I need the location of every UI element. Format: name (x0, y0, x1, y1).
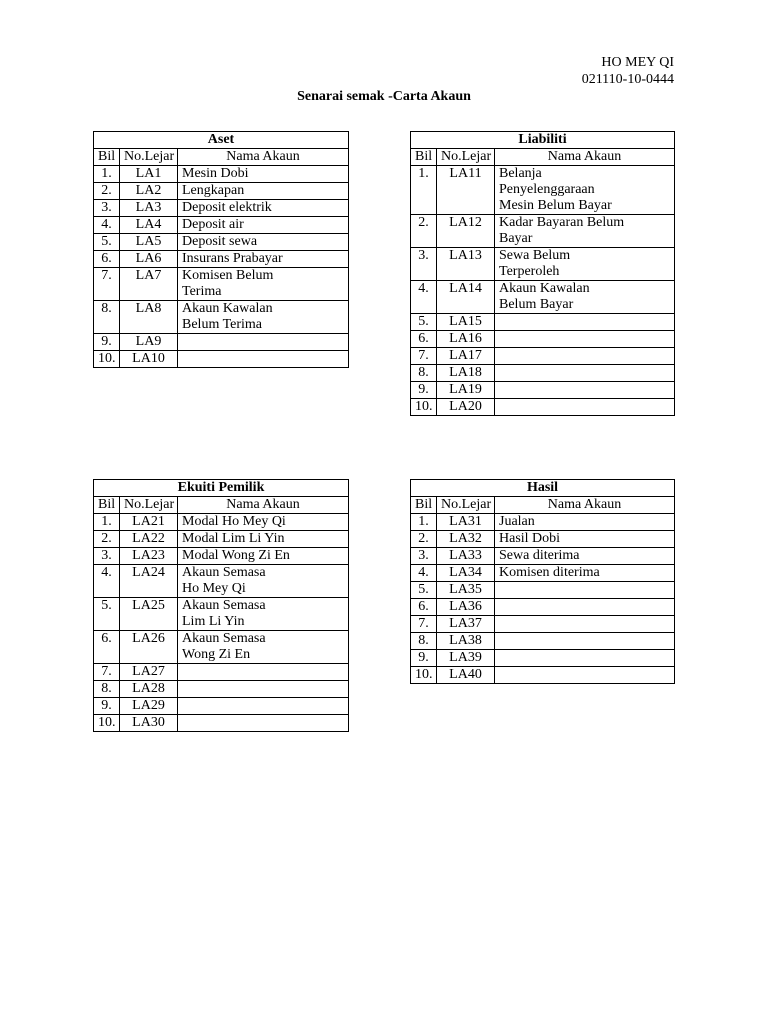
cell-nama-akaun: Jualan (495, 514, 675, 531)
cell-nama-akaun (495, 667, 675, 684)
cell-bil: 9. (411, 650, 437, 667)
cell-nama-akaun (495, 616, 675, 633)
table-caption: Hasil (411, 480, 675, 497)
cell-bil: 8. (411, 365, 437, 382)
cell-nama-akaun: Hasil Dobi (495, 531, 675, 548)
cell-nama-akaun: Deposit air (178, 217, 349, 234)
cell-nama-akaun: Akaun Semasa Lim Li Yin (178, 598, 349, 631)
column-header-nama-akaun: Nama Akaun (178, 497, 349, 514)
table-ekuiti-pemilik (93, 479, 349, 732)
cell-nama-akaun: Akaun Semasa Ho Mey Qi (178, 565, 349, 598)
column-header-nama-akaun: Nama Akaun (495, 149, 675, 166)
cell-bil: 4. (94, 217, 120, 234)
cell-no-lejar: LA37 (437, 616, 495, 633)
column-header-bil: Bil (411, 149, 437, 166)
cell-bil: 7. (411, 616, 437, 633)
cell-no-lejar: LA39 (437, 650, 495, 667)
cell-bil: 9. (411, 382, 437, 399)
cell-no-lejar: LA7 (120, 268, 178, 301)
table-row (411, 565, 675, 582)
table-row (94, 548, 349, 565)
cell-nama-akaun: Komisen Belum Terima (178, 268, 349, 301)
cell-nama-akaun: Komisen diterima (495, 565, 675, 582)
cell-no-lejar: LA32 (437, 531, 495, 548)
table-row (411, 382, 675, 399)
table-row (94, 301, 349, 334)
table-caption: Liabiliti (411, 132, 675, 149)
cell-nama-akaun: Akaun Kawalan Belum Bayar (495, 281, 675, 314)
cell-no-lejar: LA26 (120, 631, 178, 664)
cell-nama-akaun: Insurans Prabayar (178, 251, 349, 268)
table-row (411, 331, 675, 348)
cell-nama-akaun: Akaun Semasa Wong Zi En (178, 631, 349, 664)
table-row (94, 715, 349, 732)
cell-no-lejar: LA12 (437, 215, 495, 248)
cell-bil: 2. (94, 531, 120, 548)
cell-bil: 2. (411, 215, 437, 248)
cell-bil: 7. (411, 348, 437, 365)
cell-no-lejar: LA30 (120, 715, 178, 732)
column-header-no-lejar: No.Lejar (120, 149, 178, 166)
table-aset (93, 131, 349, 368)
table-row (94, 514, 349, 531)
cell-nama-akaun: Belanja Penyelenggaraan Mesin Belum Bayar (495, 166, 675, 215)
cell-nama-akaun (495, 633, 675, 650)
cell-no-lejar: LA19 (437, 382, 495, 399)
table-row (94, 166, 349, 183)
cell-nama-akaun: Deposit elektrik (178, 200, 349, 217)
table-row (94, 217, 349, 234)
cell-no-lejar: LA8 (120, 301, 178, 334)
cell-bil: 6. (411, 599, 437, 616)
cell-nama-akaun (495, 399, 675, 416)
cell-bil: 3. (411, 248, 437, 281)
cell-no-lejar: LA5 (120, 234, 178, 251)
cell-bil: 2. (94, 183, 120, 200)
cell-nama-akaun (178, 681, 349, 698)
cell-no-lejar: LA22 (120, 531, 178, 548)
cell-bil: 1. (94, 514, 120, 531)
cell-nama-akaun (495, 599, 675, 616)
cell-nama-akaun (178, 698, 349, 715)
cell-nama-akaun: Modal Ho Mey Qi (178, 514, 349, 531)
cell-no-lejar: LA25 (120, 598, 178, 631)
table-row (411, 215, 675, 248)
cell-no-lejar: LA21 (120, 514, 178, 531)
cell-bil: 10. (411, 667, 437, 684)
cell-no-lejar: LA33 (437, 548, 495, 565)
cell-bil: 10. (411, 399, 437, 416)
cell-bil: 3. (411, 548, 437, 565)
cell-nama-akaun (178, 664, 349, 681)
cell-no-lejar: LA4 (120, 217, 178, 234)
table-caption: Ekuiti Pemilik (94, 480, 349, 497)
cell-bil: 10. (94, 715, 120, 732)
cell-no-lejar: LA31 (437, 514, 495, 531)
cell-nama-akaun: Kadar Bayaran Belum Bayar (495, 215, 675, 248)
student-id: 021110-10-0444 (581, 72, 674, 87)
cell-no-lejar: LA15 (437, 314, 495, 331)
column-header-bil: Bil (411, 497, 437, 514)
table-row (94, 183, 349, 200)
cell-bil: 7. (94, 268, 120, 301)
document-header (582, 54, 674, 88)
cell-no-lejar: LA29 (120, 698, 178, 715)
column-header-nama-akaun: Nama Akaun (178, 149, 349, 166)
cell-nama-akaun (495, 331, 675, 348)
cell-bil: 6. (411, 331, 437, 348)
cell-bil: 5. (411, 582, 437, 599)
table-row (411, 667, 675, 684)
cell-no-lejar: LA3 (120, 200, 178, 217)
cell-nama-akaun: Deposit sewa (178, 234, 349, 251)
table-row (94, 251, 349, 268)
column-header-bil: Bil (94, 497, 120, 514)
column-header-no-lejar: No.Lejar (120, 497, 178, 514)
cell-bil: 9. (94, 334, 120, 351)
cell-no-lejar: LA13 (437, 248, 495, 281)
table-row (94, 631, 349, 664)
cell-bil: 9. (94, 698, 120, 715)
cell-bil: 1. (411, 166, 437, 215)
cell-nama-akaun: Sewa Belum Terperoleh (495, 248, 675, 281)
cell-nama-akaun: Akaun Kawalan Belum Terima (178, 301, 349, 334)
cell-no-lejar: LA2 (120, 183, 178, 200)
cell-bil: 10. (94, 351, 120, 368)
cell-bil: 5. (94, 234, 120, 251)
cell-nama-akaun (178, 334, 349, 351)
cell-bil: 2. (411, 531, 437, 548)
table-caption: Aset (94, 132, 349, 149)
table-row (411, 399, 675, 416)
cell-no-lejar: LA28 (120, 681, 178, 698)
cell-nama-akaun: Modal Wong Zi En (178, 548, 349, 565)
table-row (411, 314, 675, 331)
cell-no-lejar: LA34 (437, 565, 495, 582)
cell-nama-akaun (495, 348, 675, 365)
cell-bil: 6. (94, 631, 120, 664)
cell-no-lejar: LA9 (120, 334, 178, 351)
table-hasil (410, 479, 675, 684)
cell-bil: 1. (94, 166, 120, 183)
cell-nama-akaun (495, 650, 675, 667)
cell-no-lejar: LA6 (120, 251, 178, 268)
cell-nama-akaun (495, 582, 675, 599)
table-row (411, 348, 675, 365)
column-header-nama-akaun: Nama Akaun (495, 497, 675, 514)
cell-bil: 4. (411, 565, 437, 582)
cell-bil: 1. (411, 514, 437, 531)
table-row (94, 351, 349, 368)
table-row (94, 598, 349, 631)
cell-bil: 7. (94, 664, 120, 681)
table-row (94, 268, 349, 301)
cell-bil: 6. (94, 251, 120, 268)
cell-nama-akaun (495, 382, 675, 399)
table-row (94, 234, 349, 251)
cell-nama-akaun (178, 715, 349, 732)
cell-no-lejar: LA38 (437, 633, 495, 650)
table-row (411, 281, 675, 314)
cell-bil: 4. (411, 281, 437, 314)
table-row (94, 698, 349, 715)
cell-no-lejar: LA23 (120, 548, 178, 565)
table-row (411, 633, 675, 650)
table-row (94, 200, 349, 217)
column-header-no-lejar: No.Lejar (437, 497, 495, 514)
column-header-bil: Bil (94, 149, 120, 166)
cell-bil: 8. (94, 681, 120, 698)
table-row (411, 514, 675, 531)
cell-bil: 5. (94, 598, 120, 631)
cell-no-lejar: LA11 (437, 166, 495, 215)
cell-bil: 8. (94, 301, 120, 334)
cell-nama-akaun: Sewa diterima (495, 548, 675, 565)
cell-bil: 8. (411, 633, 437, 650)
page-title: Senarai semak -Carta Akaun (297, 89, 471, 104)
cell-no-lejar: LA18 (437, 365, 495, 382)
cell-bil: 4. (94, 565, 120, 598)
table-row (411, 650, 675, 667)
table-row (94, 565, 349, 598)
cell-no-lejar: LA35 (437, 582, 495, 599)
table-liabiliti (410, 131, 675, 416)
table-row (411, 365, 675, 382)
cell-bil: 5. (411, 314, 437, 331)
table-row (411, 248, 675, 281)
table-row (94, 334, 349, 351)
cell-nama-akaun (495, 365, 675, 382)
cell-no-lejar: LA40 (437, 667, 495, 684)
cell-no-lejar: LA24 (120, 565, 178, 598)
cell-no-lejar: LA36 (437, 599, 495, 616)
table-row (411, 531, 675, 548)
table-row (411, 616, 675, 633)
cell-no-lejar: LA16 (437, 331, 495, 348)
column-header-no-lejar: No.Lejar (437, 149, 495, 166)
cell-nama-akaun: Lengkapan (178, 183, 349, 200)
table-row (411, 599, 675, 616)
table-row (94, 531, 349, 548)
cell-no-lejar: LA10 (120, 351, 178, 368)
student-name: HO MEY QI (601, 55, 674, 70)
cell-no-lejar: LA17 (437, 348, 495, 365)
cell-nama-akaun (495, 314, 675, 331)
table-row (411, 166, 675, 215)
cell-nama-akaun: Mesin Dobi (178, 166, 349, 183)
cell-no-lejar: LA27 (120, 664, 178, 681)
cell-nama-akaun (178, 351, 349, 368)
cell-nama-akaun: Modal Lim Li Yin (178, 531, 349, 548)
cell-no-lejar: LA20 (437, 399, 495, 416)
table-row (94, 664, 349, 681)
cell-no-lejar: LA1 (120, 166, 178, 183)
table-row (411, 582, 675, 599)
cell-no-lejar: LA14 (437, 281, 495, 314)
cell-bil: 3. (94, 548, 120, 565)
table-row (411, 548, 675, 565)
table-row (94, 681, 349, 698)
cell-bil: 3. (94, 200, 120, 217)
